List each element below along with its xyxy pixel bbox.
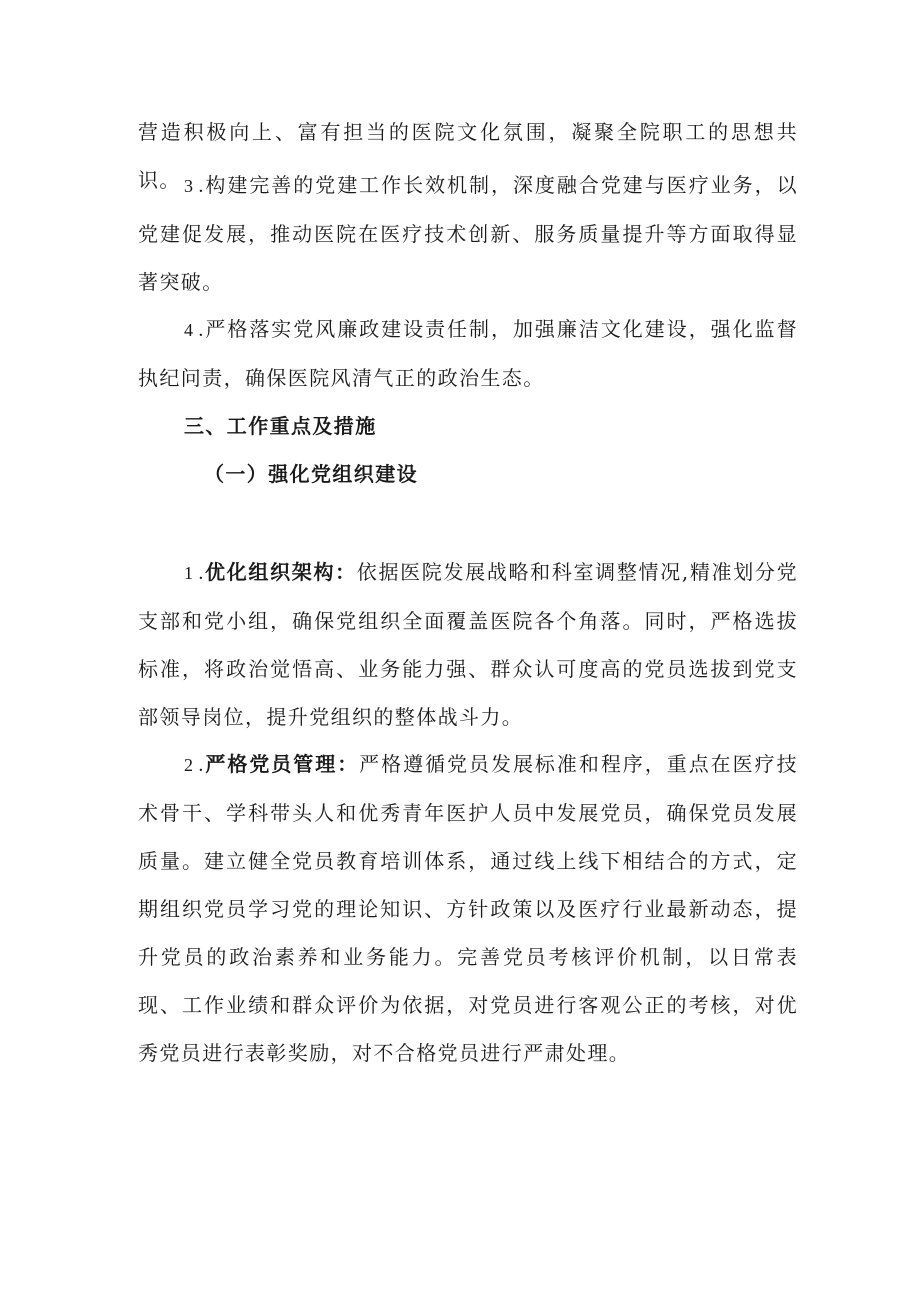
paragraph-item-3	[138, 161, 798, 306]
paragraph-text: 严格遵循党员发展标准和程序，重点在医疗技术骨干、学科带头人和优秀青年医护人员中发展党员，确保党员发展质量。建立健全党员教育培训体系，通过线上线下相结合的方式，定期组织党员学习党的理论知识、方针政策以及医疗行业最新动态，提升党员的政治素养和业务能力。完善党员考核评价机制，以日常表现、工作业绩和群众评价为依据，对党员进行客观公正的考核，对优秀党员进行表彰奖励，对不合格党员进行严肃处理。	[138, 752, 798, 1065]
paragraph-item-2	[138, 740, 798, 1077]
item-number: 4	[184, 320, 195, 340]
subsection-heading: （一）强化党组织建设	[204, 462, 418, 486]
paragraph-text: 严格落实党风廉政建设责任制，加强廉洁文化建设，强化监督执纪问责，确保医院风清气正的政治生态。	[138, 317, 798, 390]
item-number: 1	[184, 563, 195, 583]
item-number: 3	[184, 176, 195, 196]
paragraph-text: 营造积极向上、富有担当的医院文化氛围，凝聚全院职工的思想共识。	[138, 120, 798, 192]
item-number: 2	[184, 755, 195, 775]
paragraph-text: 依据医院发展战略和科室调整情况,精准划分党支部和党小组，确保党组织全面覆盖医院各个角落。同时，严格选拔标准，将政治觉悟高、业务能力强、群众认可度高的党员选拔到党支部领导岗位，提升党组织的整体战斗力。	[138, 560, 798, 729]
paragraph-item-1	[138, 548, 798, 741]
paragraph-lead: 严格党员管理：	[204, 752, 360, 776]
section-heading: 三、工作重点及措施	[184, 414, 377, 438]
paragraph-text: 构建完善的党建工作长效机制，深度融合党建与医疗业务，以党建促发展，推动医院在医疗技术创新、服务质量提升等方面取得显著突破。	[138, 173, 798, 294]
item-dot: .	[198, 319, 205, 341]
item-dot: .	[198, 562, 205, 584]
item-dot: .	[198, 754, 205, 776]
paragraph-lead: 优化组织架构：	[204, 560, 357, 584]
paragraph-item-4	[138, 305, 798, 402]
item-dot: .	[198, 175, 205, 197]
